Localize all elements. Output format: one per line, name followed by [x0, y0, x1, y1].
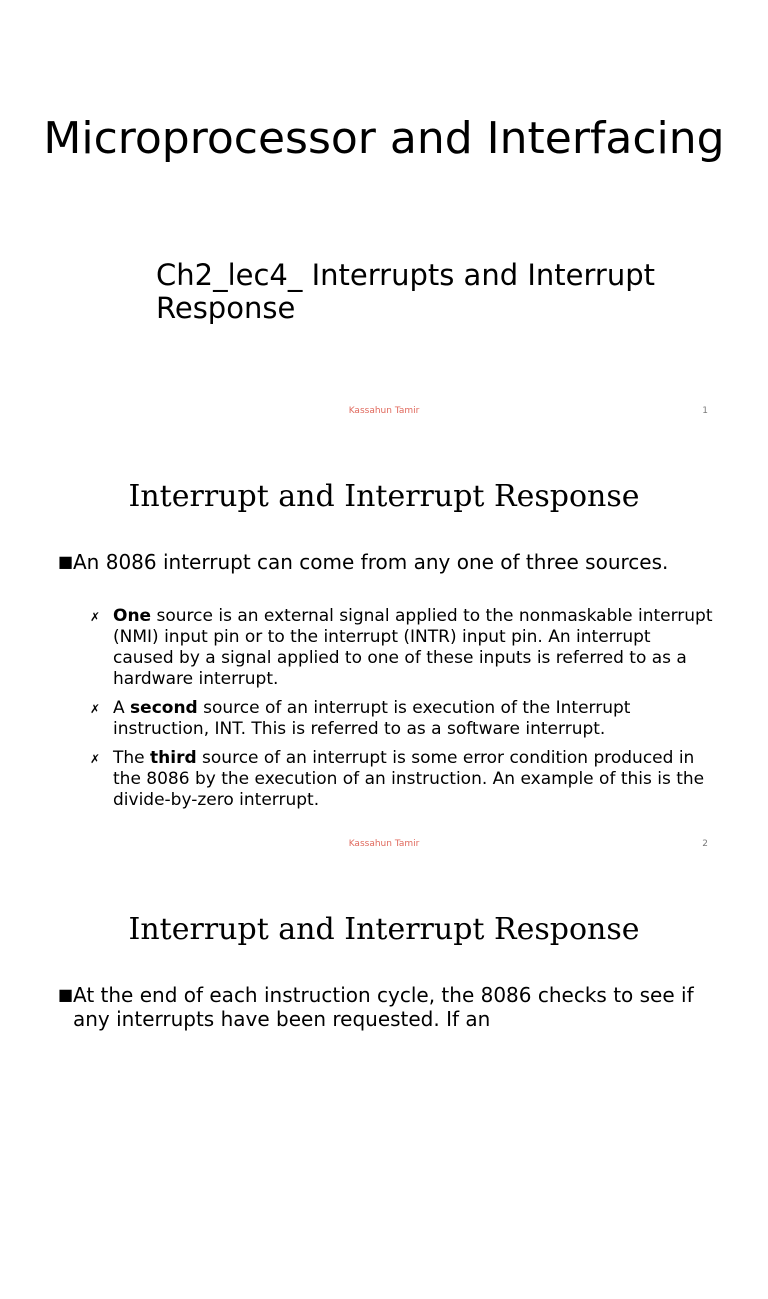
- emphasis-text: One: [113, 606, 152, 626]
- slide-title: Interrupt and Interrupt Response: [128, 912, 640, 947]
- cross-bullet-icon: ✗: [90, 610, 101, 624]
- slide-3: [0, 866, 768, 1299]
- page-number: 2: [702, 839, 708, 849]
- slide-subtitle: Ch2_lec4_ Interrupts and Interrupt Response: [156, 258, 655, 325]
- cross-bullet-icon: ✗: [90, 752, 101, 766]
- page-number: 1: [702, 406, 708, 416]
- emphasis-text: second: [130, 698, 198, 718]
- bullet-text: At the end of each instruction cycle, the 8086 checks to see if any interrupts have been requested. If an: [73, 983, 694, 1031]
- sub-bullet-item: ✗ One source is an external signal applied to the nonmaskable interrupt (NMI) input pin or to the interrupt (INTR) input pin. An interrupt caused by a signal applied to one of these inputs is referred to as a hardware interrupt.: [90, 606, 713, 689]
- sub-bullet-list: [90, 606, 715, 819]
- bullet-text: An 8086 interrupt can come from any one of three sources.: [73, 550, 669, 574]
- slide-2: [0, 433, 768, 866]
- sub-bullet-item: ✗ The third source of an interrupt is some error condition produced in the 8086 by the execution of an instruction. An example of this is the divide-by-zero interrupt.: [90, 748, 705, 810]
- slide-title: Microprocessor and Interfacing: [43, 113, 725, 164]
- emphasis-text: third: [150, 748, 197, 768]
- slide-1: [0, 0, 768, 433]
- footer-author: Kassahun Tamir: [348, 839, 420, 849]
- square-bullet-icon: ■: [58, 985, 74, 1004]
- footer-author: Kassahun Tamir: [348, 406, 420, 416]
- sub-bullet-item: ✗ A second source of an interrupt is execution of the Interrupt instruction, INT. This is referred to as a software interrupt.: [90, 698, 631, 739]
- slide-title: Interrupt and Interrupt Response: [128, 479, 640, 514]
- square-bullet-icon: ■: [58, 552, 74, 571]
- bullet-item: [58, 550, 718, 574]
- cross-bullet-icon: ✗: [90, 702, 101, 716]
